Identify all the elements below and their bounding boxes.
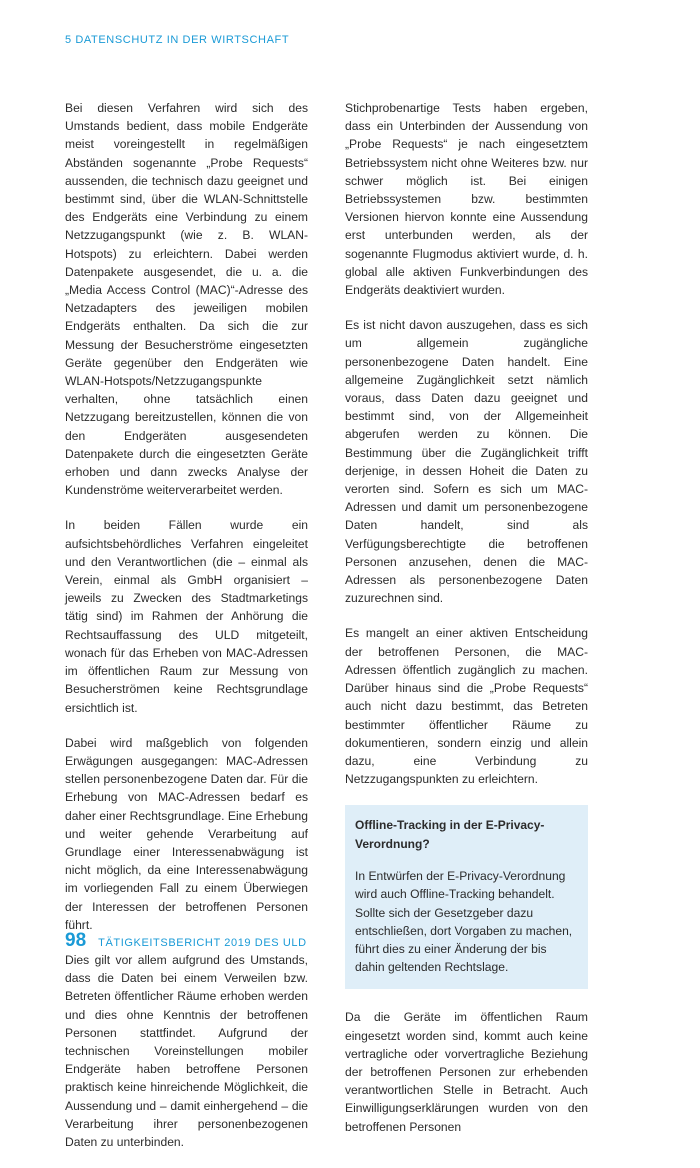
body-paragraph: Dies gilt vor allem aufgrund des Umstands, dass die Daten bei einem Verweilen bzw. Betreten öffentlicher Räume erhoben werden und dies ohne Kenntnis der betroffenen Personen stattfindet. Aufgrund der technischen Voreinstellungen mobiler Endgeräte haben betroffene Personen praktisch keine hinreichende Möglichkeit, die Aussendung und – damit einhergehend – die Verarbeitung ihrer personenbezogenen Daten zu unterbinden. xyxy=(65,952,308,1149)
body-paragraph: In beiden Fällen wurde ein aufsichtsbehördliches Verfahren eingeleitet und den Verantwortlichen (die – einmal als Verein, einmal als GmbH organisiert – jeweils zu Zwecken des Stadtmarketings tätig sind) im Rahmen der Anhörung die Rechtsauffassung des ULD mitgeteilt, wonach für das Erheben von MAC-Adressen im öffentlichen Raum zur Messung von Besucherströmen keine Rechtsgrundlage ersichtlich ist. xyxy=(65,518,308,715)
body-paragraph: Es ist nicht davon auszugehen, dass es sich um allgemein zugängliche personenbezogene Daten handelt. Eine allgemeine Zugänglichkeit setzt nämlich voraus, dass Daten dazu geeignet und bestimmt sind, von der Allgemeinheit abgerufen werden zu können. Die Bestimmung über die Zugänglichkeit trifft derjenige, in dessen Hoheit die Daten zu verorten sind. Sofern es sich um MAC-Adressen und damit um personenbezogene Daten handelt, sind als Verfügungsberechtigte die betroffenen Personen anzusehen, denen die MAC-Adressen als personenbezogene Daten zuzurechnen sind. xyxy=(345,318,588,606)
page-number: 98 xyxy=(65,930,87,951)
info-box xyxy=(345,805,588,989)
page-footer xyxy=(65,930,307,952)
info-box-text: In Entwürfen der E-Privacy-Verordnung wird auch Offline-Tracking behandelt. Sollte sich der Gesetzgeber dazu entschließen, dort Vorgaben zu machen, führt dies zu einer Änderung der bis dahin geltenden Rechtslage. xyxy=(355,869,573,975)
report-title: TÄTIGKEITSBERICHT 2019 DES ULD xyxy=(98,937,307,949)
body-paragraph: Stichprobenartige Tests haben ergeben, dass ein Unterbinden der Aussendung von „Probe Requests“ je nach eingesetztem Betriebssystem nicht ohne Weiteres bzw. nur schwer möglich ist. Bei einigen Betriebssystemen bzw. bestimmten Versionen hiervon konnte eine Aussendung erst unterbunden werden, als der sogenannte Flugmodus aktiviert wurde, d. h. global alle aktiven Funkverbindungen des Endgeräts deaktiviert wurden. xyxy=(345,101,588,298)
body-paragraph: Es mangelt an einer aktiven Entscheidung der betroffenen Personen, die MAC-Adressen öffentlich zugänglich zu machen. Darüber hinaus sind die „Probe Requests“ auch nicht dazu bestimmt, das Betreten bestimmter öffentlicher Räume zu dokumentieren, sondern einzig und allein dazu, eine Verbindung zu Netzzugangspunkten zu erleichtern. xyxy=(345,626,588,787)
body-paragraph: Dabei wird maßgeblich von folgenden Erwägungen ausgegangen: MAC-Adressen stellen personenbezogene Daten dar. Für die Erhebung von MAC-Adressen bedarf es daher einer Rechtsgrundlage. Eine Erhebung und weiter gehende Verarbeitung auf Grundlage einer Interessenabwägung ist nicht möglich, da eine Interessenabwägung im vorliegenden Fall zu einem Überwiegen der Interessen der betroffenen Personen führt. xyxy=(65,735,308,932)
info-box-title: Offline-Tracking in der E-Privacy-Verordnung? xyxy=(355,818,545,851)
chapter-header: 5 DATENSCHUTZ IN DER WIRTSCHAFT xyxy=(65,34,290,46)
body-paragraph: Bei diesen Verfahren wird sich des Umstands bedient, dass mobile Endgeräte meist voreingestellt in regelmäßigen Abständen sogenannte „Probe Requests“ aussenden, die technisch dazu geeignet und bestimmt sind, über die WLAN-Schnittstelle des Endgeräts eine Verbindung zu einem Netzzugangspunkt (wie z. B. WLAN-Hotspots) zu erleichtern. Dabei werden Datenpakete ausgesendet, die u. a. die „Media Access Control (MAC)“-Adresse des Netzadapters des jeweiligen mobilen Endgeräts enthalten. Da sich die zur Messung der Besucherströme eingesetzten Geräte gegenüber den Endgeräten wie WLAN-Hotspots/Netzzugangspunkte verhalten, ohne tatsächlich einen Netzzugang bereitzustellen, können die von den Endgeräten ausgesendeten Datenpakete durch die eingesetzten Geräte erhoben und dann zwecks Analyse der Kundenströme weiterverarbeitet werden. xyxy=(65,101,308,498)
body-paragraph: Da die Geräte im öffentlichen Raum eingesetzt worden sind, kommt auch keine vertragliche oder vorvertragliche Beziehung der betroffenen Personen zur erhebenden verantwortlichen Stelle in Betracht. Auch Einwilligungserklärungen wurden von den betroffenen Personen xyxy=(345,1010,588,1134)
left-column xyxy=(65,99,308,1168)
right-column xyxy=(345,99,588,1153)
